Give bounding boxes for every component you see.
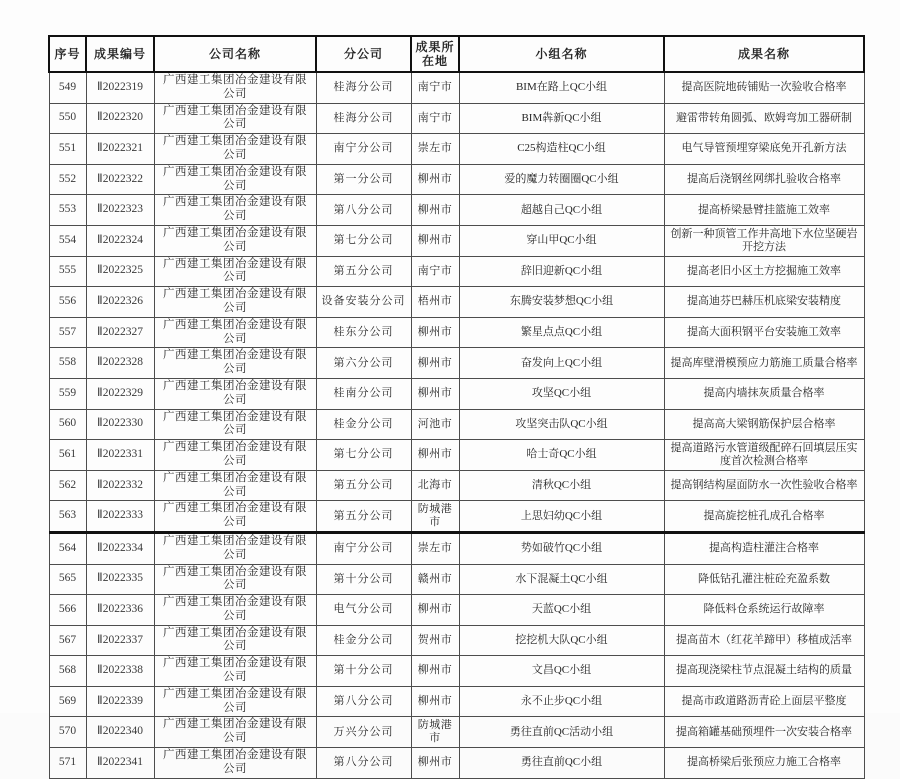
cell-achievement: 提高库壁滑模预应力筋施工质量合格率 xyxy=(664,348,864,379)
table-row xyxy=(49,103,864,134)
table-row xyxy=(49,748,864,779)
cell-branch: 第十分公司 xyxy=(316,564,411,595)
cell-code: Ⅱ2022330 xyxy=(86,409,154,440)
cell-achievement: 降低钻孔灌注桩砼充盈系数 xyxy=(664,564,864,595)
cell-company: 广西建工集团冶金建设有限公司 xyxy=(154,409,316,440)
table-row xyxy=(49,287,864,318)
qc-results-table xyxy=(48,35,865,779)
cell-city: 柳州市 xyxy=(411,656,459,687)
cell-city: 贺州市 xyxy=(411,625,459,656)
cell-no: 555 xyxy=(49,256,86,287)
cell-city: 南宁市 xyxy=(411,103,459,134)
cell-company: 广西建工集团冶金建设有限公司 xyxy=(154,717,316,748)
cell-city: 防城港市 xyxy=(411,501,459,533)
cell-group: 爱的魔力转圈圈QC小组 xyxy=(459,164,664,195)
cell-code: Ⅱ2022333 xyxy=(86,501,154,533)
table-row xyxy=(49,564,864,595)
cell-no: 561 xyxy=(49,440,86,471)
cell-city: 崇左市 xyxy=(411,134,459,165)
cell-company: 广西建工集团冶金建设有限公司 xyxy=(154,501,316,533)
cell-achievement: 提高医院地砖铺贴一次验收合格率 xyxy=(664,72,864,103)
cell-achievement: 提高迪芬巴赫压机底梁安装精度 xyxy=(664,287,864,318)
cell-code: Ⅱ2022335 xyxy=(86,564,154,595)
cell-group: 繁星点点QC小组 xyxy=(459,317,664,348)
cell-company: 广西建工集团冶金建设有限公司 xyxy=(154,164,316,195)
cell-code: Ⅱ2022327 xyxy=(86,317,154,348)
cell-code: Ⅱ2022326 xyxy=(86,287,154,318)
table-row xyxy=(49,256,864,287)
cell-city: 南宁市 xyxy=(411,256,459,287)
cell-code: Ⅱ2022321 xyxy=(86,134,154,165)
cell-no: 571 xyxy=(49,748,86,779)
cell-city: 北海市 xyxy=(411,470,459,501)
cell-branch: 第七分公司 xyxy=(316,440,411,471)
cell-code: Ⅱ2022329 xyxy=(86,378,154,409)
cell-code: Ⅱ2022336 xyxy=(86,595,154,626)
cell-branch: 南宁分公司 xyxy=(316,134,411,165)
cell-no: 552 xyxy=(49,164,86,195)
cell-achievement: 避雷带转角圆弧、欧姆弯加工器研制 xyxy=(664,103,864,134)
cell-group: BIM犇新QC小组 xyxy=(459,103,664,134)
column-header-company: 公司名称 xyxy=(154,36,316,72)
cell-code: Ⅱ2022324 xyxy=(86,225,154,256)
cell-city: 柳州市 xyxy=(411,348,459,379)
cell-group: 辞旧迎新QC小组 xyxy=(459,256,664,287)
table-row xyxy=(49,195,864,226)
cell-company: 广西建工集团冶金建设有限公司 xyxy=(154,256,316,287)
cell-branch: 桂海分公司 xyxy=(316,103,411,134)
cell-code: Ⅱ2022325 xyxy=(86,256,154,287)
column-header-city: 成果所在地 xyxy=(411,36,459,72)
cell-no: 556 xyxy=(49,287,86,318)
cell-no: 557 xyxy=(49,317,86,348)
cell-no: 554 xyxy=(49,225,86,256)
cell-code: Ⅱ2022337 xyxy=(86,625,154,656)
cell-group: 攻坚QC小组 xyxy=(459,378,664,409)
cell-branch: 第十分公司 xyxy=(316,656,411,687)
cell-branch: 第八分公司 xyxy=(316,686,411,717)
table-row xyxy=(49,595,864,626)
cell-group: 天蓝QC小组 xyxy=(459,595,664,626)
cell-city: 柳州市 xyxy=(411,748,459,779)
cell-no: 563 xyxy=(49,501,86,533)
cell-company: 广西建工集团冶金建设有限公司 xyxy=(154,72,316,103)
cell-company: 广西建工集团冶金建设有限公司 xyxy=(154,287,316,318)
cell-city: 柳州市 xyxy=(411,686,459,717)
table-row xyxy=(49,134,864,165)
cell-no: 570 xyxy=(49,717,86,748)
cell-group: 超越自己QC小组 xyxy=(459,195,664,226)
cell-no: 565 xyxy=(49,564,86,595)
cell-group: BIM在路上QC小组 xyxy=(459,72,664,103)
table-row xyxy=(49,717,864,748)
column-header-group: 小组名称 xyxy=(459,36,664,72)
cell-city: 柳州市 xyxy=(411,164,459,195)
cell-code: Ⅱ2022332 xyxy=(86,470,154,501)
cell-city: 柳州市 xyxy=(411,317,459,348)
cell-code: Ⅱ2022331 xyxy=(86,440,154,471)
cell-company: 广西建工集团冶金建设有限公司 xyxy=(154,748,316,779)
cell-achievement: 提高高大梁钢筋保护层合格率 xyxy=(664,409,864,440)
cell-group: 水下混凝土QC小组 xyxy=(459,564,664,595)
cell-city: 赣州市 xyxy=(411,564,459,595)
cell-achievement: 降低料仓系统运行故障率 xyxy=(664,595,864,626)
cell-group: 文昌QC小组 xyxy=(459,656,664,687)
cell-code: Ⅱ2022328 xyxy=(86,348,154,379)
cell-city: 南宁市 xyxy=(411,72,459,103)
cell-city: 柳州市 xyxy=(411,595,459,626)
cell-branch: 电气分公司 xyxy=(316,595,411,626)
table-row xyxy=(49,164,864,195)
table-row xyxy=(49,72,864,103)
cell-city: 河池市 xyxy=(411,409,459,440)
cell-achievement: 提高内墙抹灰质量合格率 xyxy=(664,378,864,409)
cell-branch: 第八分公司 xyxy=(316,748,411,779)
cell-achievement: 提高桥梁悬臂挂篮施工效率 xyxy=(664,195,864,226)
cell-branch: 桂南分公司 xyxy=(316,378,411,409)
cell-group: 东腾安装梦想QC小组 xyxy=(459,287,664,318)
cell-branch: 第七分公司 xyxy=(316,225,411,256)
table-row xyxy=(49,532,864,564)
cell-company: 广西建工集团冶金建设有限公司 xyxy=(154,470,316,501)
cell-no: 568 xyxy=(49,656,86,687)
table-row xyxy=(49,470,864,501)
cell-branch: 第五分公司 xyxy=(316,256,411,287)
cell-company: 广西建工集团冶金建设有限公司 xyxy=(154,225,316,256)
cell-achievement: 提高旋挖桩孔成孔合格率 xyxy=(664,501,864,533)
cell-company: 广西建工集团冶金建设有限公司 xyxy=(154,348,316,379)
cell-achievement: 提高桥梁后张预应力施工合格率 xyxy=(664,748,864,779)
cell-group: 上思妇幼QC小组 xyxy=(459,501,664,533)
cell-no: 553 xyxy=(49,195,86,226)
cell-code: Ⅱ2022338 xyxy=(86,656,154,687)
cell-company: 广西建工集团冶金建设有限公司 xyxy=(154,195,316,226)
cell-company: 广西建工集团冶金建设有限公司 xyxy=(154,317,316,348)
cell-group: 勇往直前QC活动小组 xyxy=(459,717,664,748)
cell-code: Ⅱ2022340 xyxy=(86,717,154,748)
cell-achievement: 提高道路污水管道级配碎石回填层压实度首次检测合格率 xyxy=(664,440,864,471)
cell-city: 柳州市 xyxy=(411,225,459,256)
cell-no: 562 xyxy=(49,470,86,501)
cell-branch: 桂金分公司 xyxy=(316,409,411,440)
cell-group: 哈士奇QC小组 xyxy=(459,440,664,471)
cell-company: 广西建工集团冶金建设有限公司 xyxy=(154,103,316,134)
cell-achievement: 提高箱罐基础预埋件一次安装合格率 xyxy=(664,717,864,748)
cell-group: 永不止步QC小组 xyxy=(459,686,664,717)
cell-achievement: 提高市政道路沥青砼上面层平整度 xyxy=(664,686,864,717)
cell-branch: 桂东分公司 xyxy=(316,317,411,348)
cell-achievement: 提高老旧小区土方挖掘施工效率 xyxy=(664,256,864,287)
cell-city: 柳州市 xyxy=(411,378,459,409)
cell-city: 防城港市 xyxy=(411,717,459,748)
cell-group: 勇往直前QC小组 xyxy=(459,748,664,779)
cell-city: 柳州市 xyxy=(411,440,459,471)
cell-company: 广西建工集团冶金建设有限公司 xyxy=(154,564,316,595)
cell-branch: 设备安装分公司 xyxy=(316,287,411,318)
cell-no: 569 xyxy=(49,686,86,717)
cell-group: 攻坚突击队QC小组 xyxy=(459,409,664,440)
cell-no: 566 xyxy=(49,595,86,626)
cell-group: 穿山甲QC小组 xyxy=(459,225,664,256)
cell-branch: 桂海分公司 xyxy=(316,72,411,103)
cell-company: 广西建工集团冶金建设有限公司 xyxy=(154,656,316,687)
table-header-row xyxy=(49,36,864,72)
cell-achievement: 创新一种顶管工作井高地下水位坚硬岩开挖方法 xyxy=(664,225,864,256)
cell-no: 550 xyxy=(49,103,86,134)
cell-company: 广西建工集团冶金建设有限公司 xyxy=(154,595,316,626)
cell-branch: 第八分公司 xyxy=(316,195,411,226)
cell-company: 广西建工集团冶金建设有限公司 xyxy=(154,440,316,471)
cell-group: C25构造柱QC小组 xyxy=(459,134,664,165)
cell-no: 560 xyxy=(49,409,86,440)
cell-achievement: 提高苗木（红花羊蹄甲）移植成活率 xyxy=(664,625,864,656)
column-header-code: 成果编号 xyxy=(86,36,154,72)
cell-branch: 第五分公司 xyxy=(316,470,411,501)
cell-city: 梧州市 xyxy=(411,287,459,318)
cell-branch: 第六分公司 xyxy=(316,348,411,379)
cell-code: Ⅱ2022319 xyxy=(86,72,154,103)
table-row xyxy=(49,501,864,533)
table-row xyxy=(49,317,864,348)
cell-no: 567 xyxy=(49,625,86,656)
cell-company: 广西建工集团冶金建设有限公司 xyxy=(154,532,316,564)
cell-group: 清秋QC小组 xyxy=(459,470,664,501)
cell-branch: 万兴分公司 xyxy=(316,717,411,748)
table-row xyxy=(49,656,864,687)
cell-group: 奋发向上QC小组 xyxy=(459,348,664,379)
table-row xyxy=(49,409,864,440)
column-header-branch: 分公司 xyxy=(316,36,411,72)
cell-no: 559 xyxy=(49,378,86,409)
cell-company: 广西建工集团冶金建设有限公司 xyxy=(154,625,316,656)
cell-no: 564 xyxy=(49,532,86,564)
cell-no: 551 xyxy=(49,134,86,165)
cell-achievement: 提高大面积钢平台安装施工效率 xyxy=(664,317,864,348)
table-row xyxy=(49,686,864,717)
table-row xyxy=(49,225,864,256)
cell-branch: 第一分公司 xyxy=(316,164,411,195)
cell-code: Ⅱ2022323 xyxy=(86,195,154,226)
cell-city: 崇左市 xyxy=(411,532,459,564)
cell-achievement: 提高现浇梁柱节点混凝土结构的质量 xyxy=(664,656,864,687)
cell-code: Ⅱ2022320 xyxy=(86,103,154,134)
cell-code: Ⅱ2022334 xyxy=(86,532,154,564)
cell-no: 558 xyxy=(49,348,86,379)
column-header-achievement: 成果名称 xyxy=(664,36,864,72)
table-row xyxy=(49,348,864,379)
cell-company: 广西建工集团冶金建设有限公司 xyxy=(154,134,316,165)
cell-no: 549 xyxy=(49,72,86,103)
cell-group: 挖挖机大队QC小组 xyxy=(459,625,664,656)
cell-company: 广西建工集团冶金建设有限公司 xyxy=(154,686,316,717)
table-row xyxy=(49,625,864,656)
cell-code: Ⅱ2022339 xyxy=(86,686,154,717)
cell-group: 势如破竹QC小组 xyxy=(459,532,664,564)
cell-achievement: 提高构造柱灌注合格率 xyxy=(664,532,864,564)
cell-branch: 南宁分公司 xyxy=(316,532,411,564)
column-header-no: 序号 xyxy=(49,36,86,72)
cell-code: Ⅱ2022341 xyxy=(86,748,154,779)
cell-company: 广西建工集团冶金建设有限公司 xyxy=(154,378,316,409)
cell-city: 柳州市 xyxy=(411,195,459,226)
table-row xyxy=(49,378,864,409)
cell-code: Ⅱ2022322 xyxy=(86,164,154,195)
cell-branch: 桂金分公司 xyxy=(316,625,411,656)
table-row xyxy=(49,440,864,471)
cell-achievement: 提高后浇钢丝网绑扎验收合格率 xyxy=(664,164,864,195)
cell-branch: 第五分公司 xyxy=(316,501,411,533)
cell-achievement: 提高钢结构屋面防水一次性验收合格率 xyxy=(664,470,864,501)
cell-achievement: 电气导管预埋穿梁底免开孔新方法 xyxy=(664,134,864,165)
